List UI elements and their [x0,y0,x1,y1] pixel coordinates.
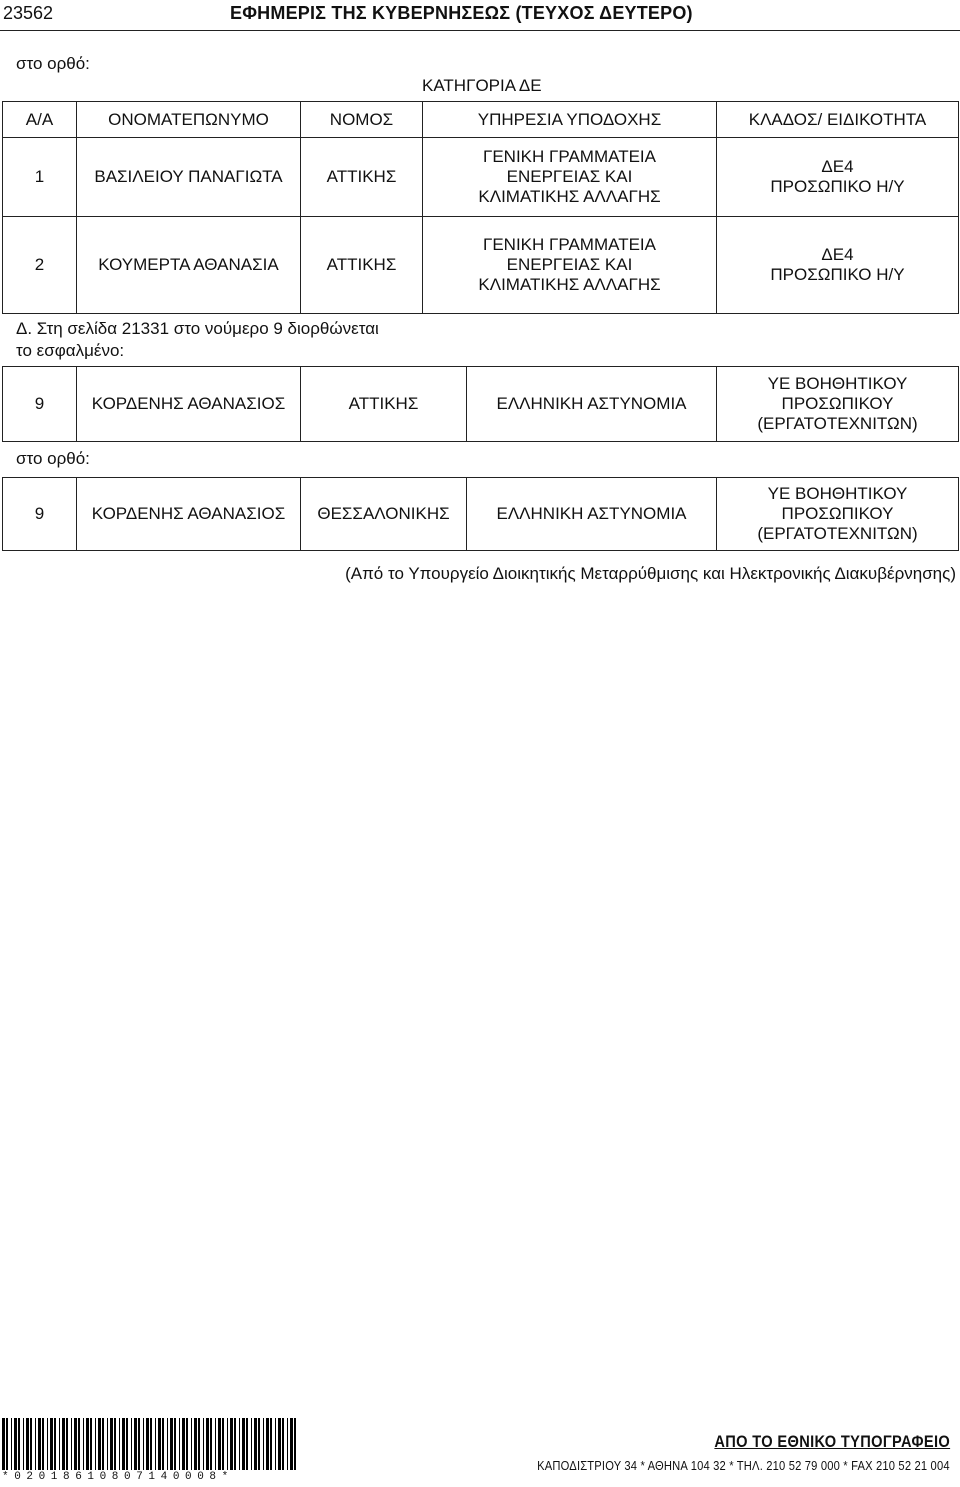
table-header-row [3,102,959,138]
barcode-bar [122,1418,125,1470]
header-aa: Α/Α [3,102,77,138]
barcode-bar [2,1418,5,1470]
cell-service: ΓΕΝΙΚΗ ΓΡΑΜΜΑΤΕΙΑ ΕΝΕΡΓΕΙΑΣ ΚΑΙ ΚΛΙΜΑΤΙΚΗΣ ΑΛΛΑΓΗΣ [423,217,717,314]
barcode-bar [234,1418,236,1470]
barcode-bar [287,1418,288,1470]
barcode-bar [102,1418,104,1470]
cell-branch: ΥΕ ΒΟΗΘΗΤΙΚΟΥ ΠΡΟΣΩΠΙΚΟΥ (ΕΡΓΑΤΟΤΕΧΝΙΤΩΝ) [717,367,959,442]
barcode-bar [162,1418,164,1470]
table-row [3,138,959,217]
header-branch: ΚΛΑΔΟΣ/ ΕΙΔΙΚΟΤΗΤΑ [717,102,959,138]
barcode-bar [59,1418,60,1470]
barcode-bar [194,1418,197,1470]
barcode-bar [11,1418,12,1470]
table-appointments [2,101,959,314]
barcode-bar [266,1418,269,1470]
section-d-line2: το εσφαλμένο: [16,341,125,360]
cell-aa: 1 [3,138,77,217]
barcode-bar [222,1418,224,1470]
barcode-bar [35,1418,36,1470]
barcode-bar [239,1418,240,1470]
cell-branch: ΥΕ ΒΟΗΘΗΤΙΚΟΥ ΠΡΟΣΩΠΙΚΟΥ (ΕΡΓΑΤΟΤΕΧΝΙΤΩΝ) [717,478,959,551]
barcode-bar [131,1418,132,1470]
barcode-bar [50,1418,53,1470]
barcode-bar [227,1418,228,1470]
ministry-signature: (Από το Υπουργείο Διοικητικής Μεταρρύθμισης και Ηλεκτρονικής Διακυβέρνησης) [345,564,956,583]
barcode-bar [71,1418,72,1470]
barcode-bar [6,1418,8,1470]
barcode-bar [18,1418,20,1470]
cell-name: ΚΟΡΔΕΝΗΣ ΑΘΑΝΑΣΙΟΣ [77,367,301,442]
cell-prefecture: ΑΤΤΙΚΗΣ [301,217,423,314]
barcode-bar [203,1418,204,1470]
barcode-bar [119,1418,120,1470]
barcode-text: *02018610807140008* [2,1471,234,1483]
barcode-bar [114,1418,116,1470]
barcode-bar [246,1418,248,1470]
barcode-bar [23,1418,24,1470]
barcode-bar [198,1418,200,1470]
barcode-bar [294,1418,296,1470]
barcode-bar [143,1418,144,1470]
cell-name: ΚΟΡΔΕΝΗΣ ΑΘΑΝΑΣΙΟΣ [77,478,301,551]
barcode-bar [170,1418,173,1470]
barcode-bar [290,1418,293,1470]
barcode-bar [182,1418,185,1470]
cell-aa: 2 [3,217,77,314]
barcode-bar [54,1418,56,1470]
barcode-bar [258,1418,260,1470]
barcode-bar [47,1418,48,1470]
barcode-bar [167,1418,168,1470]
page-number: 23562 [3,3,54,23]
barcode-bar [38,1418,41,1470]
barcode-bar [179,1418,180,1470]
category-label: ΚΑΤΗΓΟΡΙΑ ΔΕ [422,76,542,95]
barcode-bar [191,1418,192,1470]
barcode-bar [95,1418,96,1470]
cell-service: ΕΛΛΗΝΙΚΗ ΑΣΤΥΝΟΜΙΑ [467,367,717,442]
barcode-bar [90,1418,92,1470]
barcode-bar [215,1418,216,1470]
table-row [3,367,959,442]
cell-name: ΚΟΥΜΕΡΤΑ ΑΘΑΝΑΣΙΑ [77,217,301,314]
barcode-bar [218,1418,221,1470]
cell-service: ΕΛΛΗΝΙΚΗ ΑΣΤΥΝΟΜΙΑ [467,478,717,551]
barcode-bar [174,1418,176,1470]
cell-aa: 9 [3,478,77,551]
barcode-bar [254,1418,257,1470]
barcode-bar [14,1418,17,1470]
table-row [3,217,959,314]
table-correct [2,477,959,551]
correct-label: στο ορθό: [16,449,90,468]
printer-name: ΑΠΟ ΤΟ ΕΘΝΙΚΟ ΤΥΠΟΓΡΑΦΕΙΟ [714,1432,950,1451]
section-d-line1: Δ. Στη σελίδα 21331 στο νούμερο 9 διορθώνεται [16,319,379,338]
barcode-bar [270,1418,272,1470]
barcode-bar [62,1418,65,1470]
barcode-bar [138,1418,140,1470]
barcode-bar [282,1418,284,1470]
barcode-bar [78,1418,80,1470]
table-row [3,478,959,551]
barcode-bar [210,1418,212,1470]
table-erroneous [2,366,959,442]
cell-service: ΓΕΝΙΚΗ ΓΡΑΜΜΑΤΕΙΑ ΕΝΕΡΓΕΙΑΣ ΚΑΙ ΚΛΙΜΑΤΙΚΗΣ ΑΛΛΑΓΗΣ [423,138,717,217]
cell-prefecture: ΑΤΤΙΚΗΣ [301,138,423,217]
barcode-bar [150,1418,152,1470]
barcode-bar [263,1418,264,1470]
cell-branch: ΔΕ4 ΠΡΟΣΩΠΙΚΟ Η/Υ [717,138,959,217]
cell-branch: ΔΕ4 ΠΡΟΣΩΠΙΚΟ Η/Υ [717,217,959,314]
barcode-bar [275,1418,276,1470]
cell-prefecture: ΘΕΣΣΑΛΟΝΙΚΗΣ [301,478,467,551]
barcode-bar [86,1418,89,1470]
printer-address: ΚΑΠΟΔΙΣΤΡΙΟΥ 34 * ΑΘΗΝΑ 104 32 * ΤΗΛ. 210 52 79 000 * FAX 210 52 21 004 [537,1458,950,1473]
journal-title: ΕΦΗΜΕΡΙΣ ΤΗΣ ΚΥΒΕΡΝΗΣΕΩΣ (ΤΕΥΧΟΣ ΔΕΥΤΕΡΟ) [230,3,693,23]
barcode-bar [242,1418,245,1470]
barcode-bar [98,1418,101,1470]
barcode-image [2,1418,300,1474]
barcode-bar [30,1418,32,1470]
header-prefecture: ΝΟΜΟΣ [301,102,423,138]
barcode-bar [158,1418,161,1470]
barcode-bar [126,1418,128,1470]
intro-label: στο ορθό: [16,54,90,73]
cell-prefecture: ΑΤΤΙΚΗΣ [301,367,467,442]
cell-aa: 9 [3,367,77,442]
barcode-bar [186,1418,188,1470]
barcode-bar [134,1418,137,1470]
barcode-bar [155,1418,156,1470]
barcode-bar [230,1418,233,1470]
barcode-bar [83,1418,84,1470]
barcode-bar [110,1418,113,1470]
barcode-bar [206,1418,209,1470]
barcode-bar [251,1418,252,1470]
page-header [0,0,960,31]
barcode-bar [66,1418,68,1470]
barcode-bar [278,1418,281,1470]
header-service: ΥΠΗΡΕΣΙΑ ΥΠΟΔΟΧΗΣ [423,102,717,138]
barcode-bar [107,1418,108,1470]
barcode-bar [146,1418,149,1470]
barcode-bar [42,1418,44,1470]
cell-name: ΒΑΣΙΛΕΙΟΥ ΠΑΝΑΓΙΩΤΑ [77,138,301,217]
barcode-bar [74,1418,77,1470]
header-name: ΟΝΟΜΑΤΕΠΩΝΥΜΟ [77,102,301,138]
barcode-bar [26,1418,29,1470]
